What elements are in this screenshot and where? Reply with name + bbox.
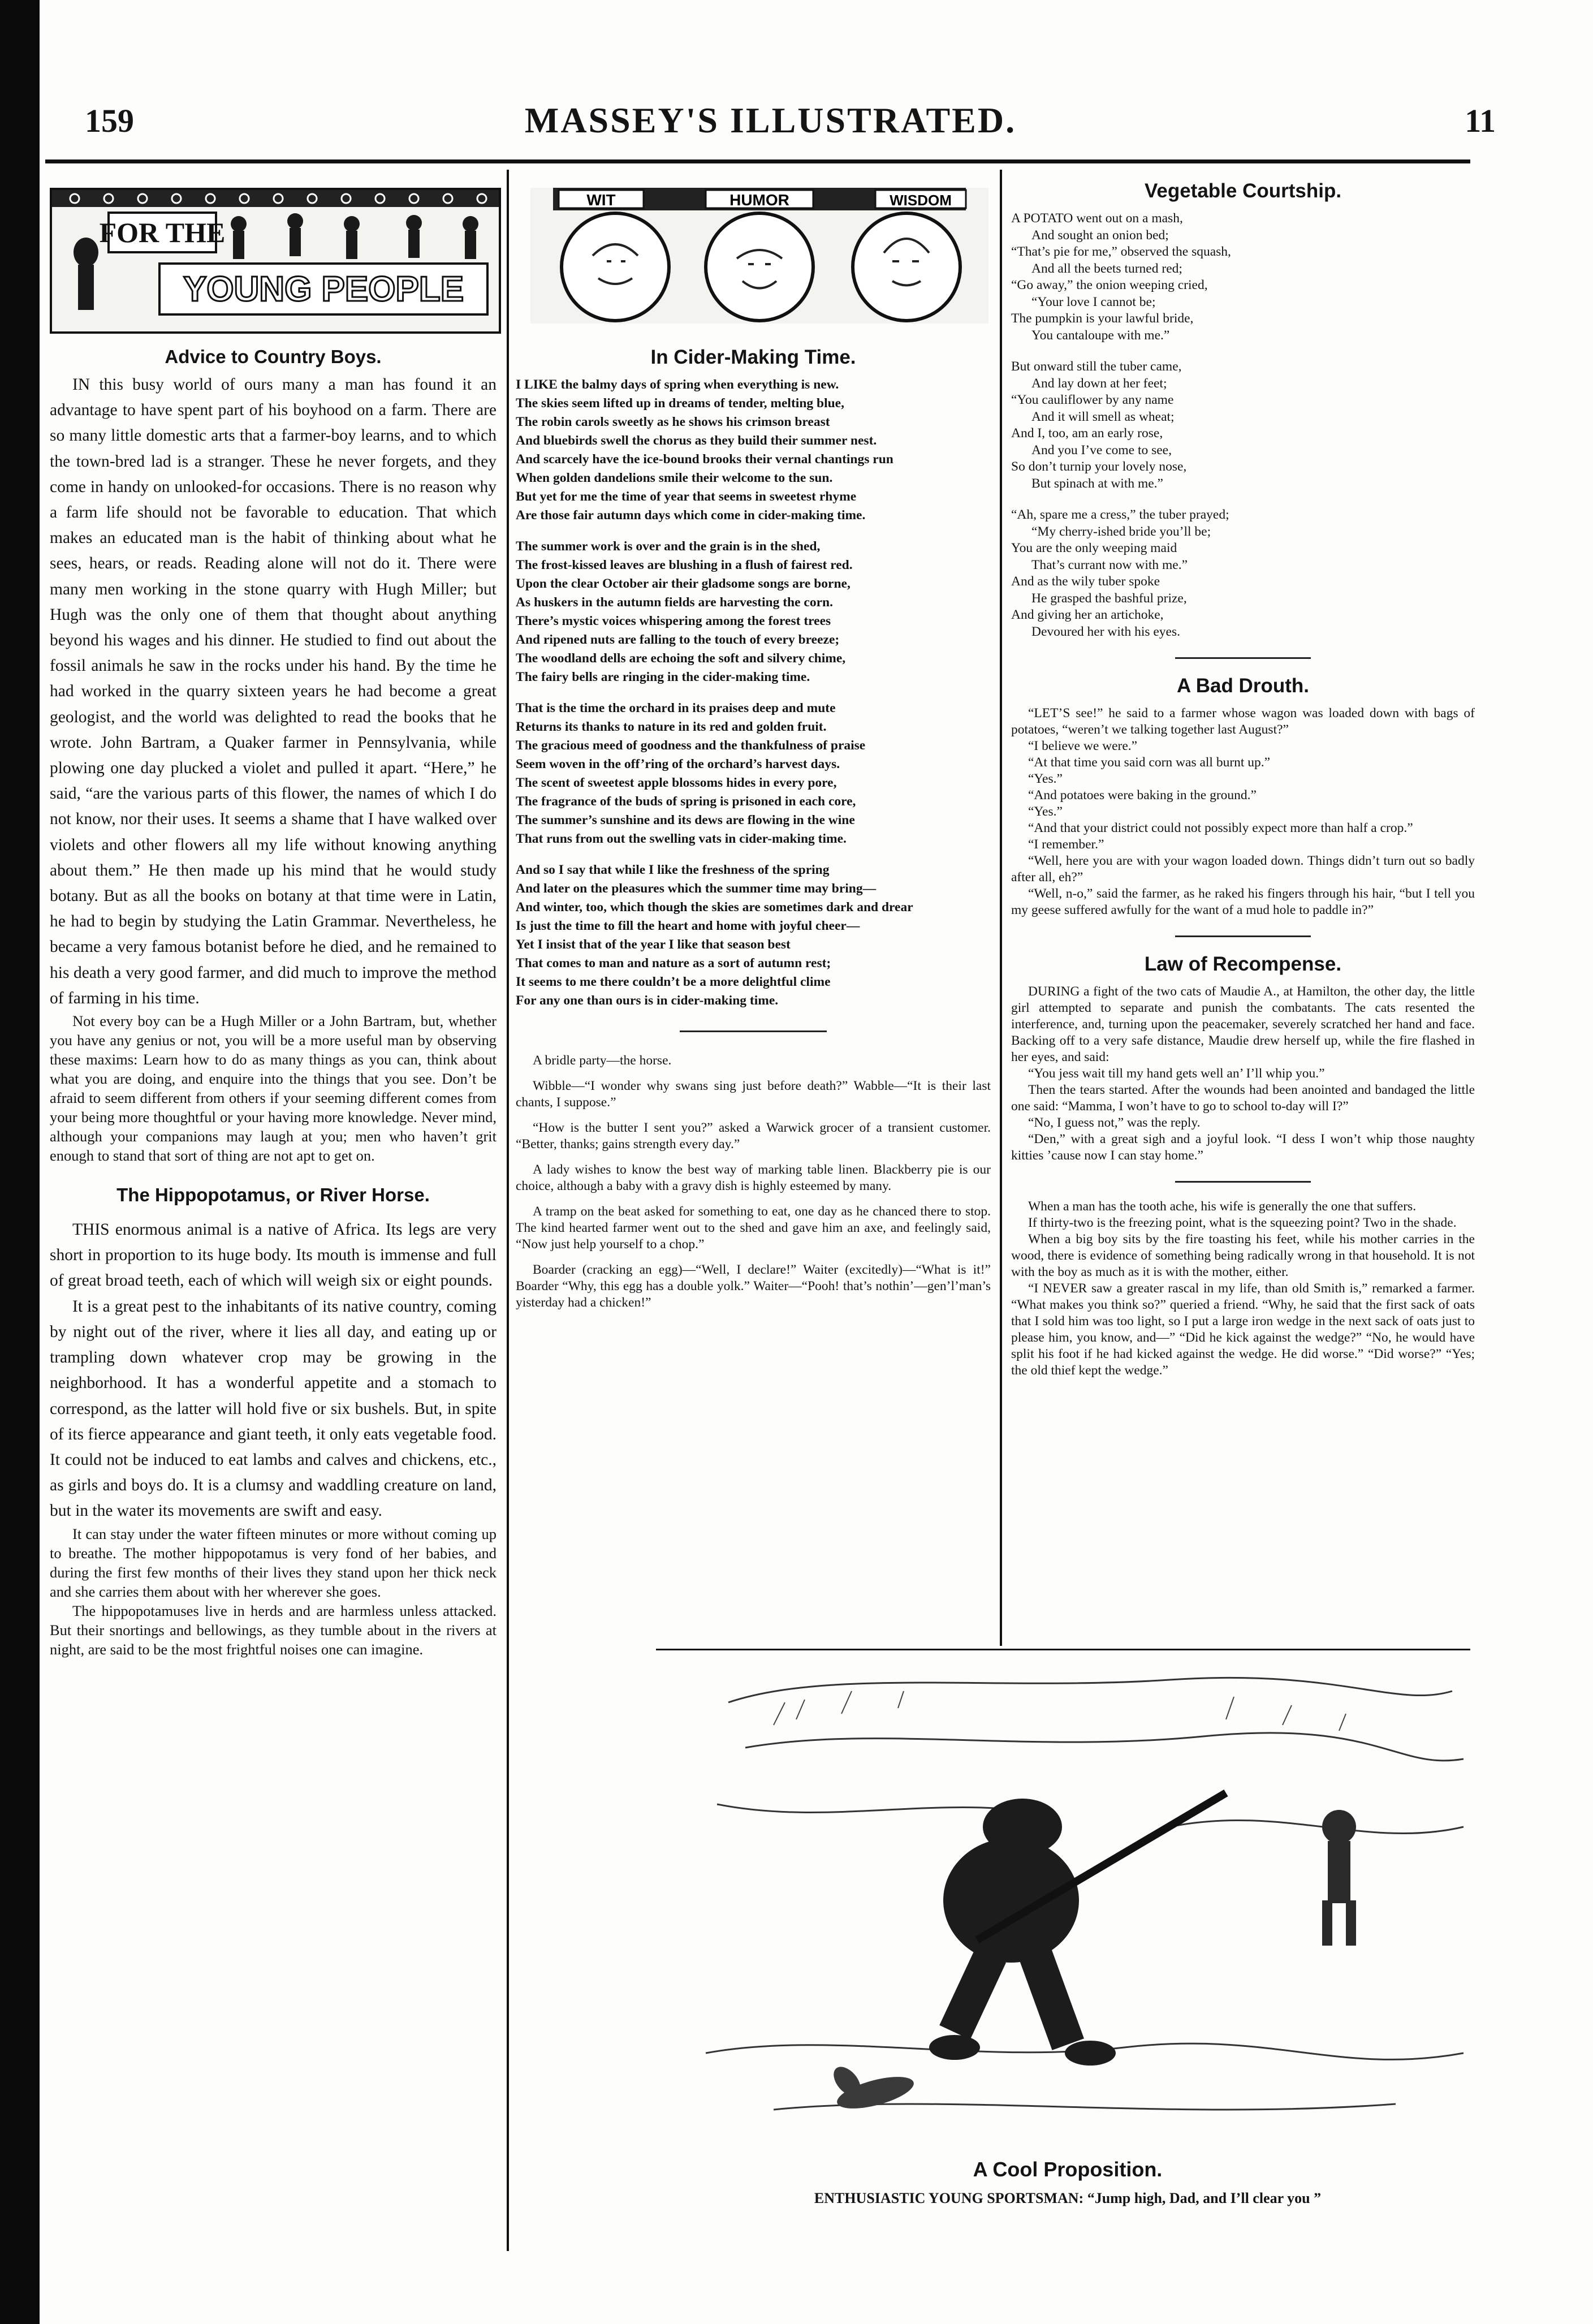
poem-line: The pumpkin is your lawful bride, bbox=[1011, 311, 1194, 326]
poem-line: Seem woven in the off’ring of the orchard’s harvest days. bbox=[516, 757, 840, 771]
poem-line: That runs from out the swelling vats in cider-making time. bbox=[516, 831, 847, 846]
poem-line: And winter, too, which though the skies are sometimes dark and drear bbox=[516, 900, 913, 915]
poem-line: The robin carols sweetly as he shows his crimson breast bbox=[516, 415, 830, 429]
hippo-paragraph: It can stay under the water fifteen minutes or more without coming up to breathe. The mother hippopotamus is very fond of her babies, and during the first few months of their lives they stand upon her thick neck and she carries them about with her wherever she goes. bbox=[50, 1525, 497, 1600]
illustration-rule bbox=[656, 1649, 1470, 1650]
poem-line: And giving her an artichoke, bbox=[1011, 607, 1164, 622]
recompense-title: Law of Recompense. bbox=[1144, 953, 1342, 975]
cool-proposition-illustration bbox=[660, 1657, 1475, 2155]
poem-line: Upon the clear October air their gladsome songs are borne, bbox=[516, 576, 851, 591]
column-rule-left bbox=[507, 170, 509, 2251]
cider-stanza bbox=[516, 861, 991, 1010]
poem-line: And scarcely have the ice-bound brooks their vernal chantings run bbox=[516, 452, 893, 467]
poem-line: But spinach at with me.” bbox=[1031, 476, 1163, 491]
poem-line: “You cauliflower by any name bbox=[1011, 393, 1174, 407]
poem-line: That comes to man and nature as a sort of autumn rest; bbox=[516, 956, 831, 971]
poem-line: The woodland dells are echoing the soft and silvery chime, bbox=[516, 651, 846, 666]
column-young-people bbox=[50, 346, 497, 1659]
drouth-paragraph: “At that time you said corn was all burnt up.” bbox=[1028, 755, 1271, 770]
poem-line: Devoured her with his eyes. bbox=[1031, 624, 1180, 639]
poem-line: Yet I insist that of the year I like that season best bbox=[516, 937, 791, 952]
poem-line: The gracious meed of goodness and the thankfulness of praise bbox=[516, 738, 866, 753]
caption-quote: “Jump high, Dad, and I’ll clear you ” bbox=[1087, 2190, 1322, 2206]
hippo-title: The Hippopotamus, or River Horse. bbox=[116, 1184, 430, 1206]
hippo-paragraph: It is a great pest to the inhabitants of its native country, coming by night out of the river, where it lies all day, and eating up or trampling down whatever crop may be growing in the neighborhood. It has a wonderful appetite and a stomach to correspond, as the latter will hold five or six bushels. But, in spite of its fierce appearance and giant teeth, it only eats vegetable food. It could not be induced to eat lambs and calves and chickens, etc., as girls and boys do. It is a clumsy and waddling creature on land, but in the water its movements are swift and easy. bbox=[50, 1297, 497, 1520]
poem-line: The fragrance of the buds of spring is prisoned in each core, bbox=[516, 794, 856, 809]
banner-illustration bbox=[530, 188, 988, 324]
column-right bbox=[1011, 180, 1475, 1379]
hunting-scene-drawing bbox=[660, 1657, 1475, 2155]
poem-line: And I, too, am an early rose, bbox=[1011, 426, 1163, 441]
young-people-banner bbox=[50, 188, 501, 334]
section-divider bbox=[1175, 657, 1311, 659]
poem-line: As huskers in the autumn fields are harvesting the corn. bbox=[516, 595, 833, 610]
banner-for-the-text: FOR THE bbox=[99, 217, 226, 248]
section-divider bbox=[680, 1031, 827, 1032]
joke-item: A bridle party—the horse. bbox=[533, 1053, 672, 1068]
poem-line: “My cherry-ished bride you’ll be; bbox=[1031, 524, 1211, 539]
page-header bbox=[45, 96, 1496, 153]
poem-line: But yet for me the time of year that seems in sweetest rhyme bbox=[516, 489, 857, 504]
page-edge-bar bbox=[0, 0, 40, 2324]
drouth-paragraph: “Yes.” bbox=[1028, 771, 1063, 786]
banner-humor-text: HUMOR bbox=[729, 191, 789, 209]
poem-line: And lay down at her feet; bbox=[1031, 376, 1167, 391]
poem-line: That is the time the orchard in its praises deep and mute bbox=[516, 701, 836, 715]
poem-line: When golden dandelions smile their welcome to the sun. bbox=[516, 471, 833, 485]
poem-line: The skies seem lifted up in dreams of tender, melting blue, bbox=[516, 396, 844, 411]
poem-line: So don’t turnip your lovely nose, bbox=[1011, 459, 1187, 474]
cider-stanza bbox=[516, 376, 991, 525]
drouth-paragraph: “And that your district could not possibly expect more than half a crop.” bbox=[1028, 821, 1413, 835]
wit-humor-wisdom-banner bbox=[530, 188, 988, 324]
banner-wisdom-text: WISDOM bbox=[890, 192, 952, 209]
banner-wit-text: WIT bbox=[586, 191, 616, 209]
poem-line: You cantaloupe with me.” bbox=[1031, 327, 1170, 343]
poem-line: Returns its thanks to nature in its red and golden fruit. bbox=[516, 719, 827, 734]
page-number-left: 159 bbox=[85, 102, 134, 139]
advice-paragraph: Not every boy can be a Hugh Miller or a John Bartram, but, whether you have any genius or not, you will be a more useful man by observing these maxims: Learn how to do as many things as you can, think about what you are doing, and enquire into the things that you see. Don’t be afraid to seem different from others if your seeming different comes from your being more thoughtful or your having more knowledge. Never mind, although your companions may laugh at you; men who haven’t grit enough to stand that sort of thing are not apt to get on. bbox=[50, 1012, 497, 1165]
poem-line: And so I say that while I like the freshness of the spring bbox=[516, 863, 830, 877]
drouth-paragraph: “Yes.” bbox=[1028, 804, 1063, 819]
page-number-right: 11 bbox=[1465, 102, 1496, 139]
poem-line: He grasped the bashful prize, bbox=[1031, 590, 1187, 606]
drouth-title: A Bad Drouth. bbox=[1177, 675, 1309, 697]
poem-line: And bluebirds swell the chorus as they build their summer nest. bbox=[516, 433, 877, 448]
poem-line: You are the only weeping maid bbox=[1011, 541, 1177, 555]
banner-illustration bbox=[52, 190, 499, 331]
poem-line: And later on the pleasures which the summer time may bring— bbox=[516, 881, 877, 896]
advice-paragraph: IN this busy world of ours many a man has found it an advantage to have spent part of his boyhood on a farm. There are so many little domestic arts that a farmer-boy learns, and to which the town-bred lad is a stranger. These he never forgets, and they come in handy on unlooked-for occasions. There is no reason why a farm life should not be favorable to education. That which makes an educated man is the habit of thinking about what he sees, hears, or reads. Reading alone will not do it. There were many men working in the stone quarry with Hugh Miller; but Hugh was the only one of them that thought about anything beyond his wages and his dinner. He studied to find out about the fossil animals he saw in the rocks under his hand. By the time he had worked in the quarry sixteen years he had become a great geologist, and the world was delighted to read the books that he wrote. John Bartram, a Quaker farmer in Pennsylvania, while plowing one day plucked a violet and pulled it apart. “Here,” he said, “are the various parts of this flower, the names of which I do not know, nor their uses. It seems a shame that I have walked over violets and other flowers all my life without knowing anything about them.” He then made up his mind that he would study botany. But as all the books on botany at that time were in Latin, he had to begin by studying the Latin Grammar. Nevertheless, he became a very famous botanist before he died, and he remained to his death a very good farmer, and did much to improve the method of farming in his time. bbox=[50, 376, 497, 1007]
poem-line: The summer’s sunshine and its dews are flowing in the wine bbox=[516, 813, 855, 827]
misc-paragraph: If thirty-two is the freezing point, what is the squeezing point? Two in the shade. bbox=[1028, 1215, 1457, 1230]
poem-line: And it will smell as wheat; bbox=[1031, 409, 1175, 424]
masthead-title: MASSEY'S ILLUSTRATED. bbox=[524, 100, 1017, 140]
joke-item: A lady wishes to know the best way of marking table linen. Blackberry pie is our choice, although a baby with a gravy dish is highly esteemed by many. bbox=[516, 1162, 991, 1193]
section-divider bbox=[1175, 1181, 1311, 1183]
poem-line: And all the beets turned red; bbox=[1031, 261, 1182, 276]
poem-line: “Your love I cannot be; bbox=[1031, 294, 1156, 309]
recompense-paragraph: DURING a fight of the two cats of Maudie A., at Hamilton, the other day, the little girl attempted to separate and punish the combatants. The cats resented the interference, and, turning upon the peacemaker, severely scratched her hand and face. Backing off to a very safe distance, Maudie drew herself up, while the fire flashed in her eyes, and said: bbox=[1011, 984, 1475, 1064]
misc-paragraph: When a man has the tooth ache, his wife is generally the one that suffers. bbox=[1028, 1199, 1417, 1214]
joke-item: “How is the butter I sent you?” asked a Warwick grocer of a transient customer. “Better, thanks; gains strength every day.” bbox=[516, 1120, 991, 1152]
poem-line: It seems to me there couldn’t be a more delightful clime bbox=[516, 975, 831, 989]
cider-stanza bbox=[516, 699, 991, 848]
section-divider bbox=[1175, 935, 1311, 937]
poem-line: And sought an onion bed; bbox=[1031, 227, 1169, 243]
poem-line: “That’s pie for me,” observed the squash, bbox=[1011, 244, 1231, 259]
hippo-paragraph: THIS enormous animal is a native of Africa. Its legs are very short in proportion to its huge body. Its mouth is immense and full of great broad teeth, each of which will weigh six or eight pounds. bbox=[50, 1221, 497, 1290]
poem-line: The scent of sweetest apple blossoms hides in every pore, bbox=[516, 775, 837, 790]
poem-line: For any one than ours is in cider-making time. bbox=[516, 993, 779, 1008]
drouth-paragraph: “And potatoes were baking in the ground.” bbox=[1028, 788, 1257, 803]
poem-line: A POTATO went out on a mash, bbox=[1011, 211, 1183, 226]
recompense-paragraph: “Den,” with a great sigh and a joyful look. “I dess I won’t whip those naughty kitties ’cause now I can stay home.” bbox=[1011, 1132, 1475, 1163]
cider-stanza bbox=[516, 537, 991, 687]
poem-line: And ripened nuts are falling to the touch of every breeze; bbox=[516, 632, 840, 647]
caption-speaker: ENTHUSIASTIC YOUNG SPORTSMAN: bbox=[814, 2190, 1084, 2206]
poem-line: “Ah, spare me a cress,” the tuber prayed; bbox=[1011, 507, 1229, 522]
drouth-paragraph: “I believe we were.” bbox=[1028, 739, 1138, 753]
recompense-paragraph: Then the tears started. After the wounds had been anointed and bandaged the little one said: “Mamma, I won’t have to go to school to-day will I?” bbox=[1011, 1083, 1475, 1114]
misc-paragraph: When a big boy sits by the fire toasting his feet, while his mother carries in the wood, there is evidence of something being radically wrong in that household. It is not with the boy as much as it is with the mother, either. bbox=[1011, 1232, 1475, 1279]
poem-line: Is just the time to fill the heart and home with joyful cheer— bbox=[516, 919, 860, 933]
poem-line: The summer work is over and the grain is in the shed, bbox=[516, 539, 821, 554]
poem-line: Are those fair autumn days which come in cider-making time. bbox=[516, 508, 866, 523]
advice-title: Advice to Country Boys. bbox=[165, 346, 382, 367]
drouth-paragraph: “Well, here you are with your wagon loaded down. Things didn’t turn out so badly after all, eh?” bbox=[1011, 853, 1475, 885]
drouth-paragraph: “LET’S see!” he said to a farmer whose wagon was loaded down with bags of potatoes, “weren’t we talking together last August?” bbox=[1011, 706, 1475, 737]
banner-young-people-text: YOUNG PEOPLE bbox=[183, 270, 464, 309]
courtship-poem bbox=[1011, 210, 1475, 640]
joke-item: Wibble—“I wonder why swans sing just before death?” Wabble—“It is their last chants, I suppose.” bbox=[516, 1079, 991, 1110]
poem-line: But onward still the tuber came, bbox=[1011, 359, 1182, 374]
column-rule-right bbox=[1000, 170, 1002, 1646]
poem-line: And you I’ve come to see, bbox=[1031, 442, 1172, 458]
courtship-title: Vegetable Courtship. bbox=[1144, 180, 1342, 202]
joke-item: A tramp on the beat asked for something to eat, one day as he chanced there to stop. The kind hearted farmer went out to the shed and gave him an axe, and feelingly said, “Now just help yourself to a chop.” bbox=[516, 1204, 991, 1252]
drouth-paragraph: “I remember.” bbox=[1028, 837, 1104, 852]
recompense-paragraph: “You jess wait till my hand gets well an’ I’ll whip you.” bbox=[1028, 1066, 1325, 1081]
illustration-caption: A Cool Proposition. bbox=[973, 2158, 1163, 2181]
column-wit-humor bbox=[516, 346, 991, 1320]
hippo-paragraph: The hippopotamuses live in herds and are harmless unless attacked. But their snortings and bellowings, as they tumble about in the rivers at night, are said to be the most frightful noises one can imagine. bbox=[50, 1602, 497, 1658]
joke-item: Boarder (cracking an egg)—“Well, I declare!” Waiter (excitedly)—“What is it!” Boarder “Why, this egg has a double yolk.” Waiter—“Pooh! that’s nothin’—gen’l’man’s yisterday had a chicken!” bbox=[516, 1262, 991, 1310]
poem-line: The frost-kissed leaves are blushing in a flush of fairest red. bbox=[516, 558, 853, 572]
poem-line: “Go away,” the onion weeping cried, bbox=[1011, 278, 1208, 292]
recompense-paragraph: “No, I guess not,” was the reply. bbox=[1028, 1115, 1201, 1130]
cider-title: In Cider-Making Time. bbox=[650, 346, 856, 368]
poem-line: The fairy bells are ringing in the cider-making time. bbox=[516, 670, 810, 684]
illustration-subcaption bbox=[660, 2190, 1475, 2207]
misc-paragraph: “I NEVER saw a greater rascal in my life, than old Smith is,” remarked a farmer. “What makes you think so?” queried a friend. “Why, he said that the first sack of oats that I sold him was too light, so I put a large iron wedge in the next sack of oats just to please him, you know, and—” “Did he kick against the wedge?” “No, he would have split his foot if he had kicked against the wedge. He did worse.” “Did worse?” “Yes; the old thief kept the wedge.” bbox=[1011, 1281, 1475, 1378]
poem-line: That’s currant now with me.” bbox=[1031, 557, 1188, 572]
header-rule bbox=[45, 159, 1470, 163]
poem-line: And as the wily tuber spoke bbox=[1011, 574, 1160, 589]
poem-line: I LIKE the balmy days of spring when everything is new. bbox=[516, 377, 839, 392]
drouth-paragraph: “Well, n-o,” said the farmer, as he raked his fingers through his hair, “but I tell you my geese suffered awfully for the want of a mud hole to paddle in?” bbox=[1011, 886, 1475, 917]
poem-line: There’s mystic voices whispering among the forest trees bbox=[516, 614, 831, 628]
